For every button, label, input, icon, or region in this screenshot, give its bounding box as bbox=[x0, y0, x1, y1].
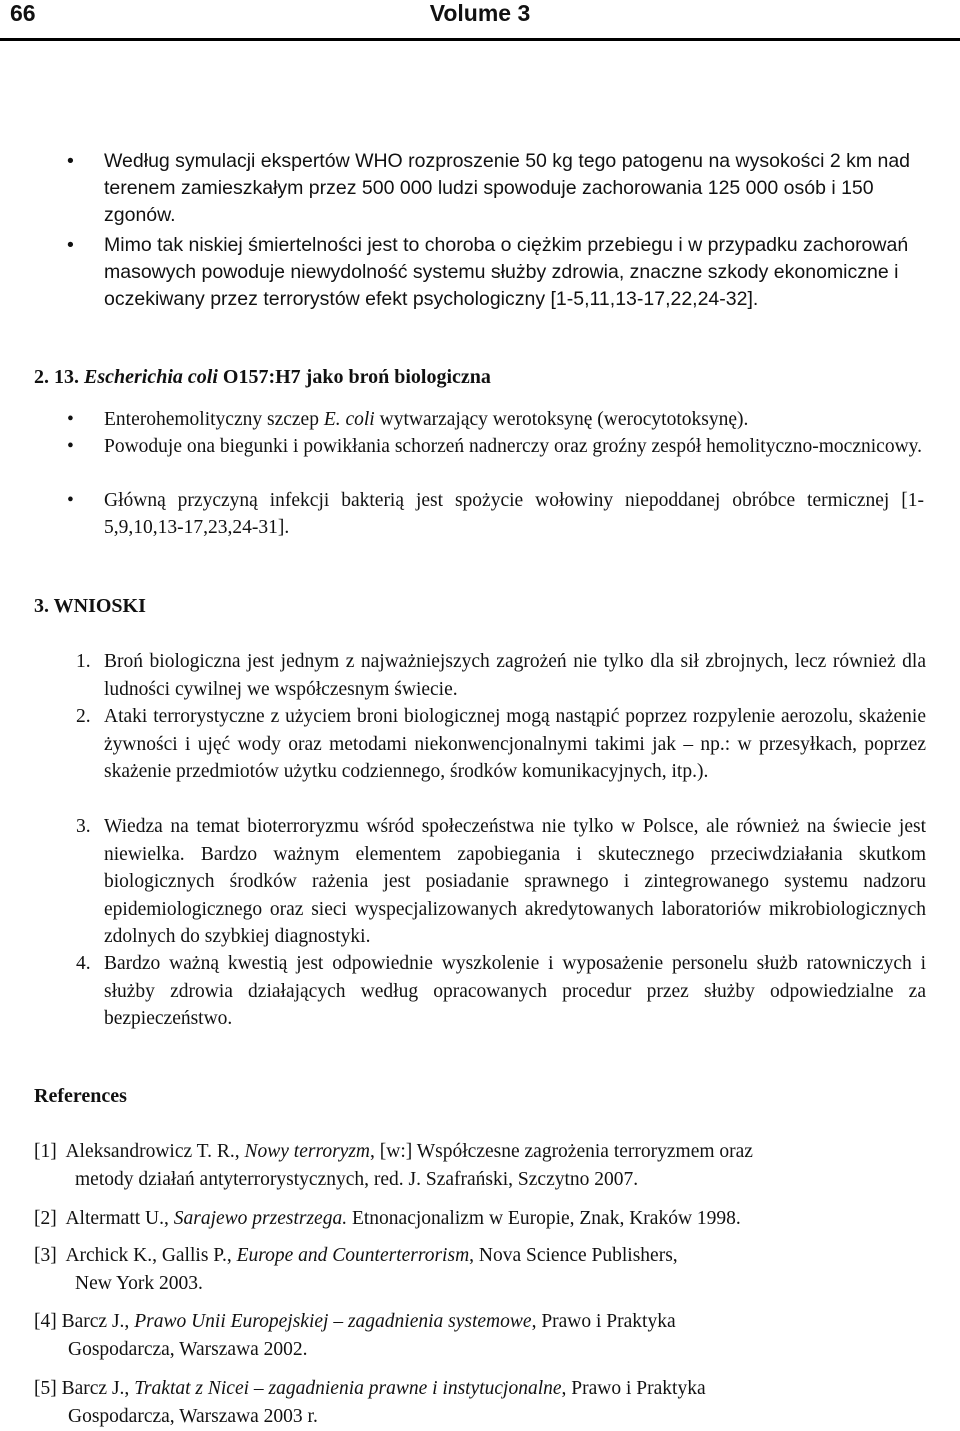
ref-title: Europe and Counterterrorism bbox=[236, 1245, 470, 1266]
ref-rest-line2: Gospodarcza, Warszawa 2003 r. bbox=[68, 1406, 318, 1427]
references-heading: References bbox=[34, 1085, 127, 1107]
bullet-text: Powoduje ona biegunki i powikłania schorzeń nadnerczy oraz groźny zespół hemolityczno-mocznicowy. bbox=[104, 436, 923, 457]
ref-rest-line2: metody działań antyterrorystycznych, red. J. Szafrański, Szczytno 2007. bbox=[75, 1169, 639, 1190]
ref-author: Archick K., Gallis P., bbox=[65, 1245, 237, 1266]
bullet-item bbox=[67, 406, 924, 433]
ref-rest-line2: Gospodarcza, Warszawa 2002. bbox=[68, 1339, 308, 1360]
item-text: Wiedza na temat bioterroryzmu wśród społeczeństwa nie tylko w Polsce, ale również na świecie jest niewielka. Bardzo ważnym elementem zapobiegania i skutecznego przeciwdziałania skutkom biologicznych środków rażenia jest posiadanie sprawnego i zintegrowanego systemu nadzoru epidemiologicznego oraz sieci wyspecjalizowanych akredytowanych laboratoriów mikrobiologicznych zdolnych do szybkiej diagnostyki. bbox=[104, 816, 926, 947]
ref-label: [2] bbox=[34, 1208, 57, 1229]
bullet-dot: • bbox=[67, 490, 74, 511]
bullet-text: Mimo tak niskiej śmiertelności jest to choroba o ciężkim przebiegu i w przypadku zachorowań masowych powoduje niewydolność systemu służby zdrowia, znaczne szkody ekonomiczne i oczekiwany przez terrorystów efekt psychologiczny [1-5,11,13-17,22,24-32]. bbox=[104, 234, 909, 310]
bullet-text: Według symulacji ekspertów WHO rozproszenie 50 kg tego patogenu na wysokości 2 km nad terenem zamieszkałym przez 500 000 ludzi spowoduje zachorowania 125 000 osób i 150 zgonów. bbox=[104, 150, 911, 226]
conclusion-item bbox=[76, 950, 926, 1033]
ref-rest-line2: New York 2003. bbox=[75, 1273, 203, 1294]
section-number: 2. 13. bbox=[34, 366, 79, 388]
ref-title: Prawo Unii Europejskiej – zagadnienia systemowe bbox=[134, 1311, 532, 1332]
bullet-text: Główną przyczyną infekcji bakterią jest spożycie wołowiny niepoddanej obróbce termicznej [1-5,9,10,13-17,23,24-31]. bbox=[104, 490, 924, 538]
ref-title: Traktat z Nicei – zagadnienia prawne i instytucjonalne bbox=[134, 1378, 562, 1399]
conclusion-item bbox=[76, 648, 926, 703]
ref-author: Aleksandrowicz T. R., bbox=[65, 1141, 245, 1162]
item-text: Broń biologiczna jest jednym z najważniejszych zagrożeń nie tylko dla sił zbrojnych, lecz również dla ludności cywilnej we współczesnym świecie. bbox=[104, 651, 926, 700]
ref-title: Sarajewo przestrzega. bbox=[173, 1208, 348, 1229]
item-text: Ataki terrorystyczne z użyciem broni biologicznej mogą nastąpić poprzez rozpylenie aerozolu, skażenie żywności i ujęć wody oraz metodami niekonwencjonalnymi takimi jak – np.: w przesyłkach, poprzez skażenie przedmiotów użytku codziennego, środków komunikacyjnych, itp.). bbox=[104, 706, 926, 782]
bullet-text-pre: Enterohemolityczny szczep bbox=[104, 409, 324, 430]
item-number: 4. bbox=[76, 953, 91, 974]
conclusion-item bbox=[76, 813, 926, 951]
item-number: 3. bbox=[76, 816, 91, 837]
reference-item bbox=[34, 1375, 914, 1431]
bullet-dot: • bbox=[67, 436, 74, 457]
ref-title: Nowy terroryzm bbox=[244, 1141, 370, 1162]
ref-label: [3] bbox=[34, 1245, 57, 1266]
section-title-rest: O157:H7 jako broń biologiczna bbox=[222, 366, 491, 388]
item-text: Bardzo ważną kwestią jest odpowiednie wyszkolenie i wyposażenie personelu służb ratowniczych i służby zdrowia działających według opracowanych procedur przez służby odpowiedzialne za bezpieczeństwo. bbox=[104, 953, 926, 1029]
ref-label: [4] bbox=[34, 1311, 57, 1332]
section-title-italic: Escherichia coli bbox=[84, 366, 218, 388]
ref-rest: , [w:] Współczesne zagrożenia terroryzmem oraz bbox=[370, 1141, 753, 1162]
reference-item bbox=[34, 1205, 914, 1233]
bullet-item bbox=[67, 148, 924, 229]
bullet-dot: • bbox=[67, 150, 74, 172]
header-rule bbox=[0, 38, 960, 41]
section-heading-2-13 bbox=[34, 366, 491, 389]
ref-label: [1] bbox=[34, 1141, 57, 1162]
bullet-item bbox=[67, 487, 924, 541]
ref-rest: , Prawo i Praktyka bbox=[531, 1311, 676, 1332]
item-number: 1. bbox=[76, 651, 91, 672]
page-number: 66 bbox=[10, 0, 36, 26]
ref-label: [5] bbox=[34, 1378, 57, 1399]
ref-rest: , Prawo i Praktyka bbox=[561, 1378, 706, 1399]
bullet-item bbox=[67, 433, 924, 460]
ref-rest: , Nova Science Publishers, bbox=[469, 1245, 678, 1266]
bullet-dot: • bbox=[67, 409, 74, 430]
bullet-dot: • bbox=[67, 234, 74, 256]
bullet-text-post: wytwarzający werotoksynę (werocytotoksynę). bbox=[374, 409, 749, 430]
ref-author: Barcz J., bbox=[61, 1378, 135, 1399]
ref-author: Barcz J., bbox=[61, 1311, 135, 1332]
ref-rest: Etnonacjonalizm w Europie, Znak, Kraków 1998. bbox=[347, 1208, 741, 1229]
volume-title: Volume 3 bbox=[429, 0, 531, 26]
bullet-text-italic: E. coli bbox=[323, 409, 375, 430]
item-number: 2. bbox=[76, 706, 91, 727]
conclusion-item bbox=[76, 703, 926, 786]
bullet-item bbox=[67, 232, 924, 313]
page-header bbox=[0, 0, 960, 50]
reference-item bbox=[34, 1308, 914, 1364]
ref-author: Altermatt U., bbox=[65, 1208, 174, 1229]
section-heading-3: 3. WNIOSKI bbox=[34, 595, 146, 617]
reference-item bbox=[34, 1242, 914, 1298]
reference-item bbox=[34, 1138, 914, 1194]
